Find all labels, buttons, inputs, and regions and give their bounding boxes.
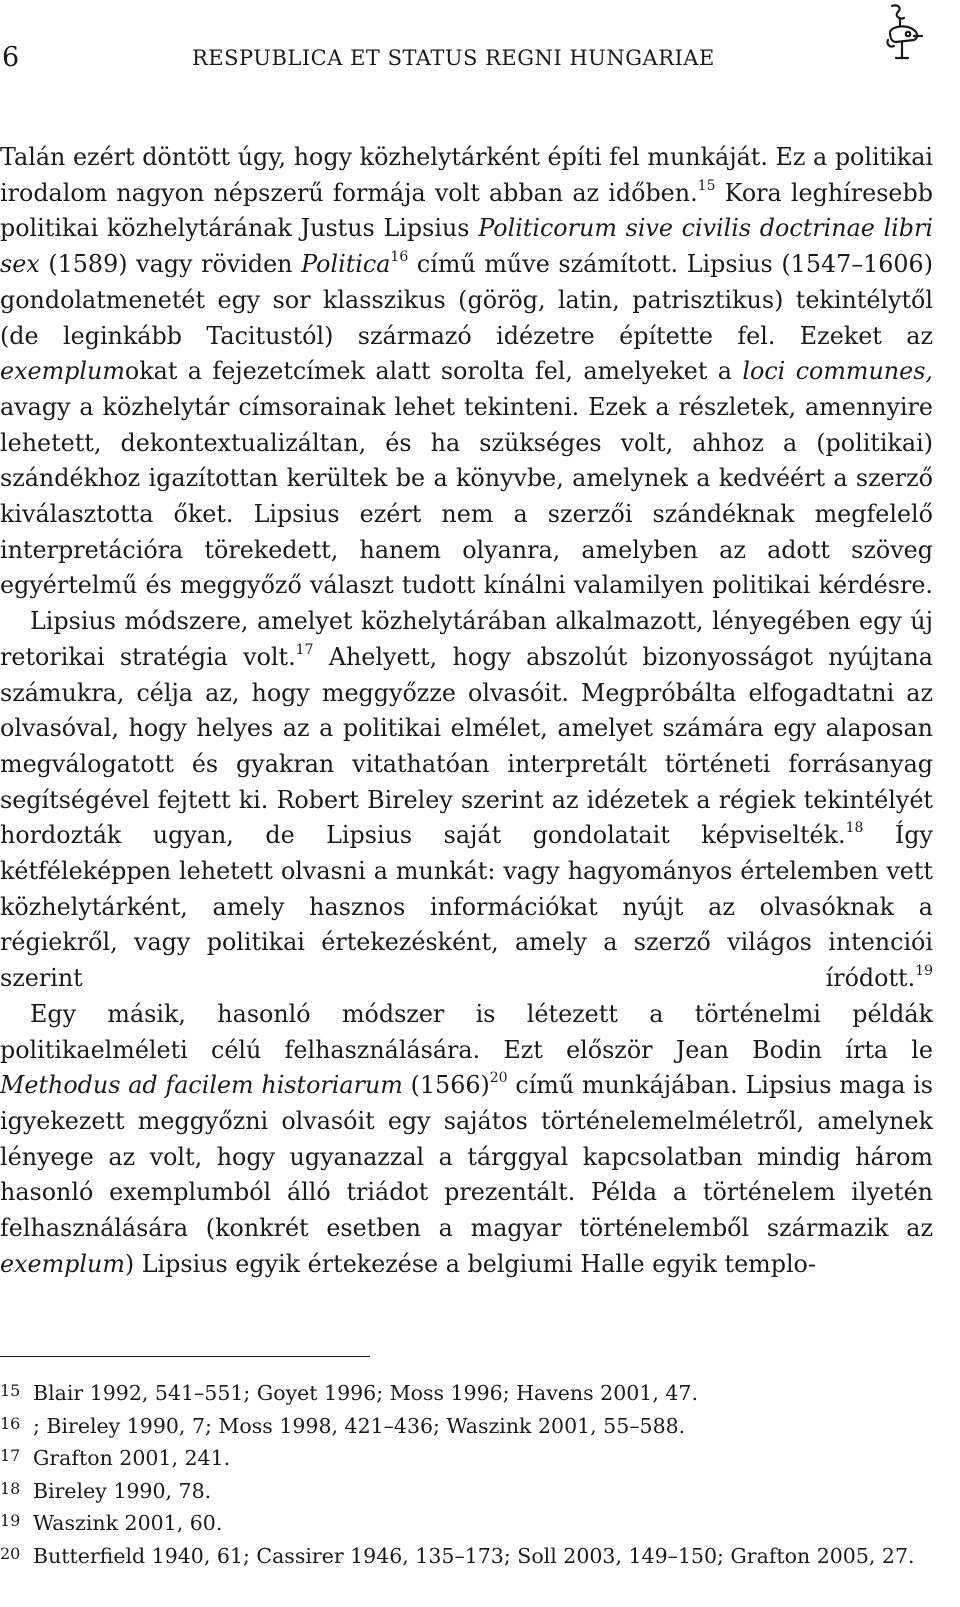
page-header <box>0 38 960 78</box>
footnote <box>0 1505 933 1538</box>
text-run: Egy másik, hasonló módszer is létezett a történelmi példák politikaelméleti célú felhasználására. Ezt először Jean Bodin írta le <box>0 999 933 1064</box>
text-run: (1566) <box>402 1071 490 1100</box>
text-run: (1589) vagy röviden <box>39 250 302 279</box>
text-run: Kora leghíresebb politikai közhelytárának Justus Lipsius <box>0 178 933 243</box>
footnote-reference: 17 <box>295 641 314 658</box>
footnote <box>0 1408 933 1441</box>
footnote-text: Waszink 2001, 60. <box>33 1511 223 1535</box>
paragraph-3 <box>0 997 933 1283</box>
footnote-text: ; Bireley 1990, 7; Moss 1998, 421–436; Waszink 2001, 55–588. <box>33 1413 686 1438</box>
text-run: Így kétféleképpen lehetett olvasni a munkát: vagy hagyományos értelemben vett közhelytárként, amely hasznos információkat nyújt az olvasóknak a régiekről, vagy politikai értekezésként, amely a szerző világos intenciói szerint íródott. <box>0 821 933 993</box>
italic-title: exemplum <box>0 357 125 386</box>
footnote-text: Blair 1992, 541–551; Goyet 1996; Moss 1996; Havens 2001, 47. <box>33 1381 698 1405</box>
footnote-number: 19 <box>0 1511 21 1530</box>
paragraph-1 <box>0 140 933 604</box>
footnotes <box>0 1375 933 1570</box>
italic-title: loci communes, <box>742 357 933 386</box>
text-run: okat a fejezetcímek alatt sorolta fel, amelyeket a <box>124 357 743 386</box>
footnote <box>0 1538 933 1571</box>
italic-title: Methodus ad facilem historiarum <box>0 1071 403 1100</box>
footnote-text: Butterfield 1940, 61; Cassirer 1946, 135–173; Soll 2003, 149–150; Grafton 2005, 27. <box>33 1543 915 1568</box>
paragraph-2 <box>0 604 933 997</box>
italic-title: exemplum <box>0 1249 125 1278</box>
text-run: Lipsius módszere, amelyet közhelytárában alkalmazott, lényegében egy új retorikai stratégia volt. <box>0 607 933 671</box>
footnote-reference: 19 <box>915 963 933 980</box>
text-run: avagy a közhelytár címsorainak lehet tekinteni. Ezek a részletek, amennyire lehetett, dekontextualizáltan, és ha szükséges volt, ahhoz a (politikai) szándékhoz igazítottan kerültek be a könyvbe, amelynek a kedvéért a szerző kiválasztotta őket. Lipsius ezért nem a szerzői szándéknak megfelelő interpretációra törekedett, hanem olyanra, amelyben az adott szöveg egyértelmű és meggyőző választ tudott kínálni valamilyen politikai kérdésre. <box>0 392 933 600</box>
running-title: RESPUBLICA ET STATUS REGNI HUNGARIAE <box>192 46 715 70</box>
footnote-number: 16 <box>0 1413 21 1433</box>
footnote-text: Bireley 1990, 78. <box>33 1478 212 1503</box>
footnote-number: 17 <box>0 1446 21 1465</box>
text-run: Ahelyett, hogy abszolút bizonyosságot nyújtana számukra, célja az, hogy meggyőzze olvasóit. Megpróbálta elfogadtatni az olvasóval, hogy helyes az a politikai elmélet, amelyet számára egy alaposan megválogatott és gyakran vitathatóan interpretált történeti forrásanyag segítségével fejtett ki. Robert Bireley szerint az idézetek a régiek tekintélyét hordozták ugyan, de Lipsius saját gondolatait képviselték. <box>0 642 933 850</box>
footnote <box>0 1473 933 1506</box>
footnote-divider <box>0 1356 370 1357</box>
footnote <box>0 1440 933 1473</box>
page-number: 6 <box>2 42 20 73</box>
italic-title: Politica <box>301 250 391 279</box>
footnote-reference: 16 <box>390 249 409 266</box>
footnote-reference: 15 <box>697 177 716 194</box>
bird-emblem-icon <box>880 2 924 72</box>
text-run: ) Lipsius egyik értekezése a belgiumi Halle egyik templo- <box>124 1249 816 1278</box>
text-run: című műve számított. Lipsius (1547–1606) gondolatmenetét egy sor klasszikus (görög, latin, patrisztikus) tekintélytől (de leginkább Tacitustól) származó idézetre építette fel. Ezeket az <box>0 250 933 350</box>
footnote-number: 18 <box>0 1478 21 1498</box>
footnote-reference: 18 <box>845 820 864 837</box>
footnote <box>0 1375 933 1408</box>
body-text <box>0 140 933 1283</box>
footnote-text: Grafton 2001, 241. <box>33 1446 231 1470</box>
footnote-reference: 20 <box>489 1070 508 1087</box>
italic-title: Politicorum sive civilis doctrinae libri sex <box>0 214 933 279</box>
text-run: Talán ezért döntött úgy, hogy közhelytárként építi fel munkáját. Ez a politikai irodalom nagyon népszerű formája volt abban az időben. <box>0 143 933 207</box>
footnote-number: 20 <box>0 1543 21 1563</box>
footnote-number: 15 <box>0 1381 21 1400</box>
text-run: című munkájában. Lipsius maga is igyekezett meggyőzni olvasóit egy sajátos történelemelméletről, amelynek lényege az volt, hogy ugyanazzal a tárggyal kapcsolatban mindig három hasonló exemplumból álló triádot prezentált. Példa a történelem ilyetén felhasználására (konkrét esetben a magyar történelemből származik az <box>0 1071 933 1243</box>
